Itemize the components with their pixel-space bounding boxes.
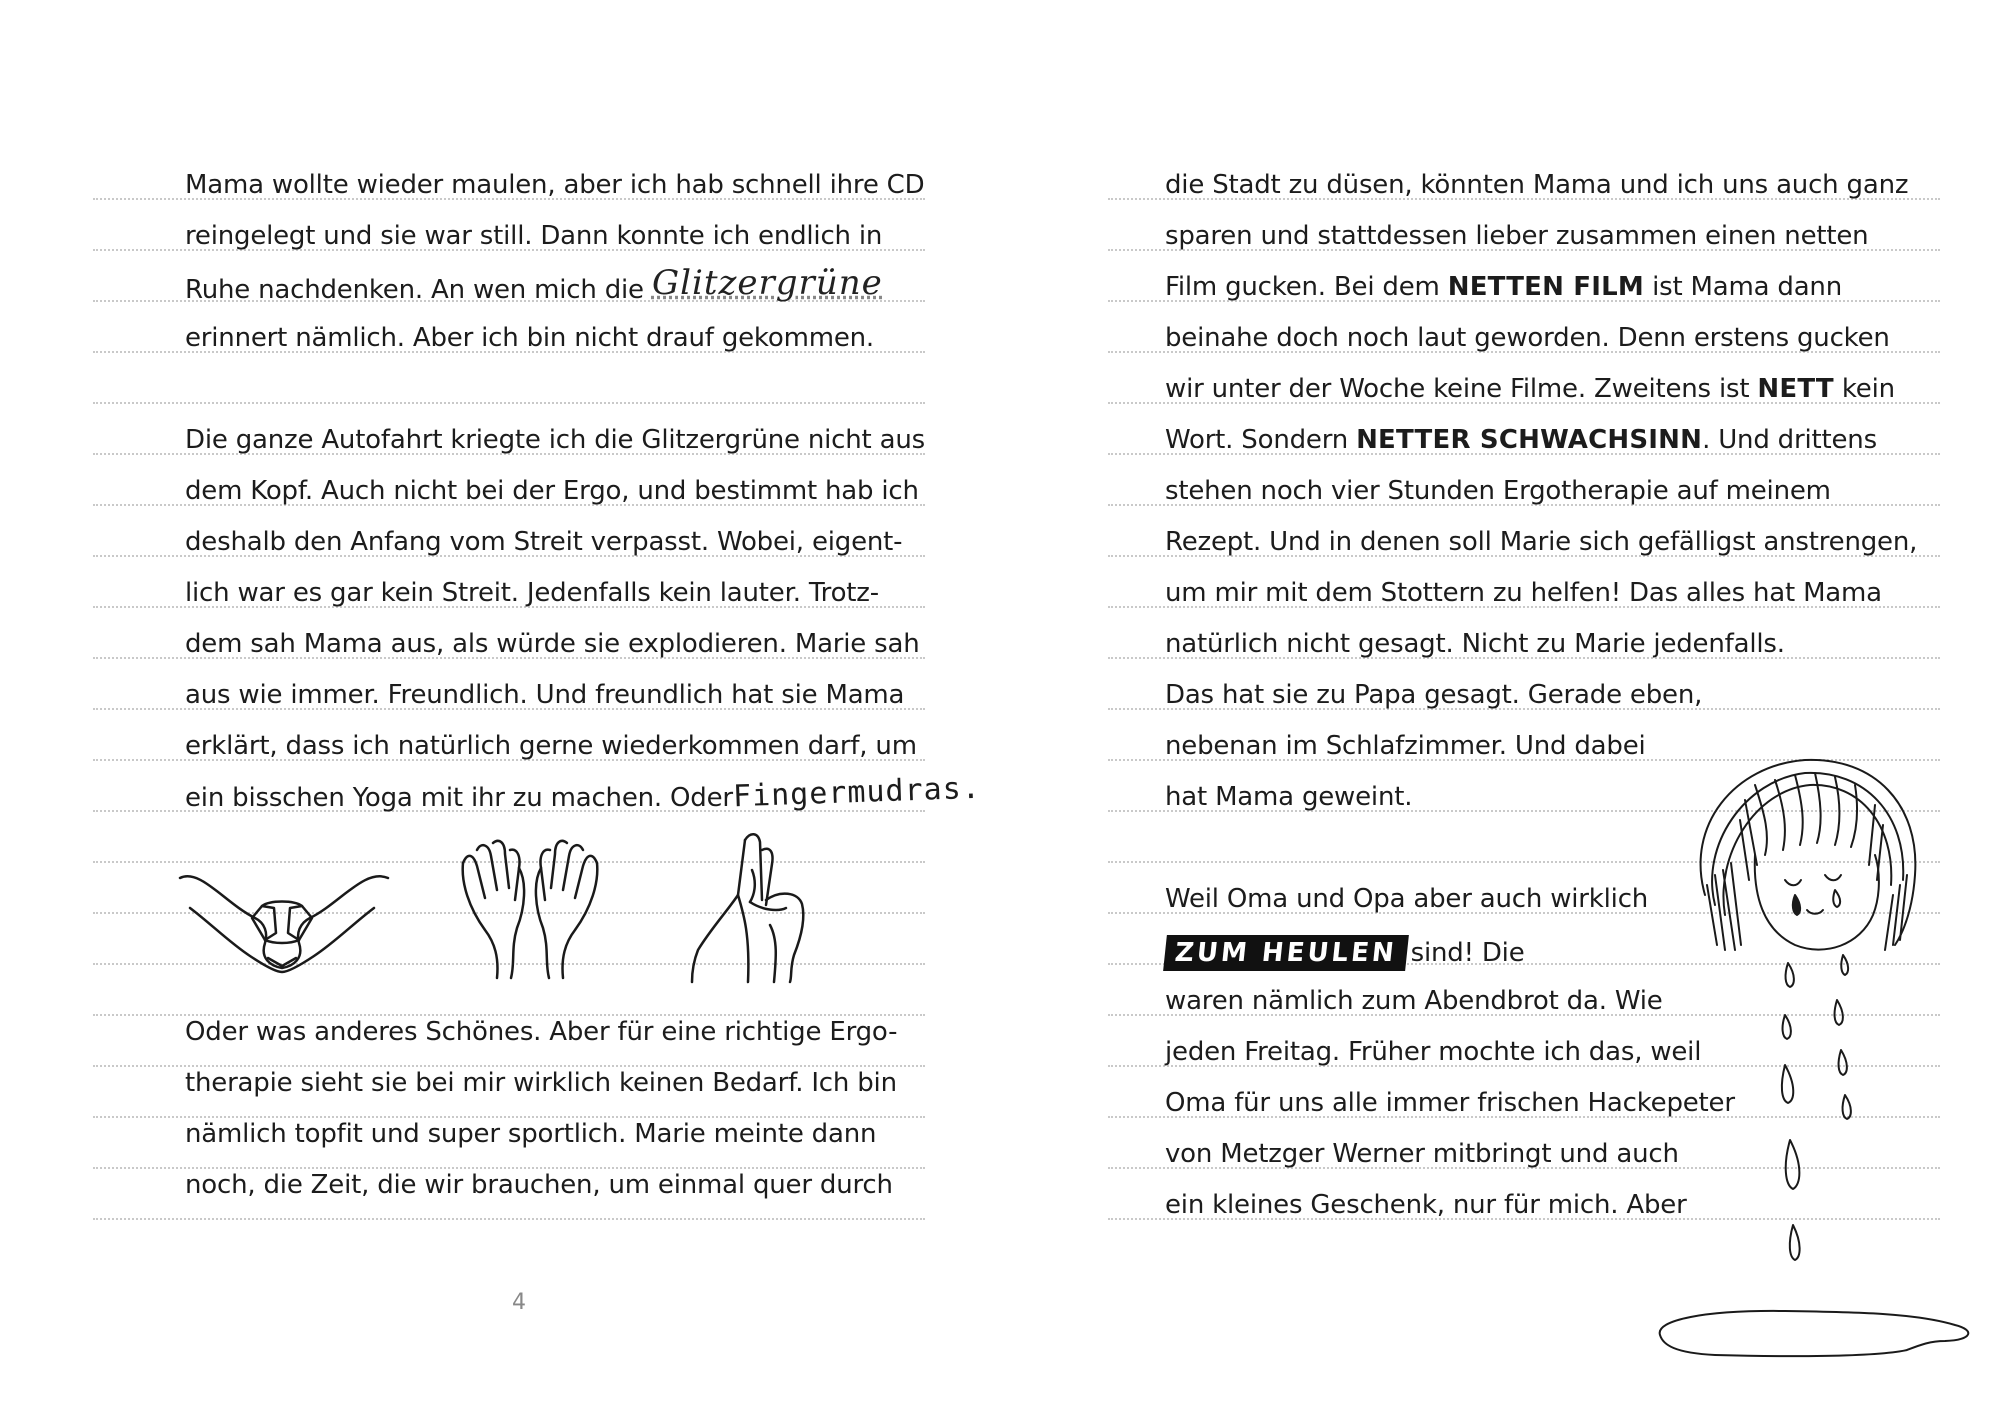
- text-line: jeden Freitag. Früher mochte ich das, weil: [1165, 1037, 1702, 1067]
- text-fragment: sind! Die: [1410, 938, 1525, 968]
- emphasis-nett: NETT: [1757, 374, 1834, 404]
- text-line: lich war es gar kein Streit. Jedenfalls kein lauter. Trotz-: [185, 578, 879, 608]
- glitzergruene-word: Glitzergrüne: [651, 263, 883, 303]
- text-line: Oder was anderes Schönes. Aber für eine richtige Ergo-: [185, 1017, 898, 1047]
- ruled-line: [93, 402, 925, 404]
- mudra-hands-2-illustration: [455, 838, 605, 983]
- ruled-line: [93, 1065, 925, 1067]
- text-line: natürlich nicht gesagt. Nicht zu Marie jedenfalls.: [1165, 629, 1785, 659]
- text-fragment: . Und drittens: [1702, 425, 1877, 455]
- text-line: hat Mama geweint.: [1165, 782, 1413, 812]
- text-fragment: Film gucken. Bei dem: [1165, 272, 1440, 302]
- text-line: beinahe doch noch laut geworden. Denn erstens gucken: [1165, 323, 1890, 353]
- text-line: [185, 263, 883, 305]
- text-line: sparen und stattdessen lieber zusammen einen netten: [1165, 221, 1869, 251]
- text-line: Mama wollte wieder maulen, aber ich hab schnell ihre CD: [185, 170, 925, 200]
- text-line: erinnert nämlich. Aber ich bin nicht drauf gekommen.: [185, 323, 874, 353]
- text-fragment: Ruhe nachdenken. An wen mich die: [185, 275, 644, 305]
- text-fragment: kein: [1841, 374, 1895, 404]
- ruled-line: [93, 1218, 925, 1220]
- text-line: [1165, 374, 1895, 404]
- text-line: [1165, 935, 1525, 971]
- right-page: [1000, 0, 2000, 1419]
- text-line: Weil Oma und Opa aber auch wirklich: [1165, 884, 1649, 914]
- emphasis-netter-schwachsinn: NETTER SCHWACHSINN: [1356, 425, 1703, 455]
- text-line: aus wie immer. Freundlich. Und freundlich hat sie Mama: [185, 680, 905, 710]
- emphasis-netten-film: NETTEN FILM: [1447, 272, 1644, 302]
- mudra-hands-3-illustration: [690, 830, 820, 985]
- crying-girl-illustration: [1645, 745, 1995, 1365]
- text-line: reingelegt und sie war still. Dann konnte ich endlich in: [185, 221, 883, 251]
- ruled-line: [93, 1014, 925, 1016]
- text-line: noch, die Zeit, die wir brauchen, um einmal quer durch: [185, 1170, 893, 1200]
- text-line: therapie sieht sie bei mir wirklich keinen Bedarf. Ich bin: [185, 1068, 897, 1098]
- mudra-hands-1-illustration: [170, 848, 400, 978]
- text-line: Die ganze Autofahrt kriegte ich die Glitzergrüne nicht aus: [185, 425, 925, 455]
- text-line: deshalb den Anfang vom Streit verpasst. Wobei, eigent-: [185, 527, 903, 557]
- text-fragment: wir unter der Woche keine Filme. Zweitens ist: [1165, 374, 1750, 404]
- text-line: waren nämlich zum Abendbrot da. Wie: [1165, 986, 1663, 1016]
- text-line: um mir mit dem Stottern zu helfen! Das alles hat Mama: [1165, 578, 1882, 608]
- text-line: dem sah Mama aus, als würde sie explodieren. Marie sah: [185, 629, 920, 659]
- page-number: 4: [512, 1290, 526, 1315]
- text-line: Rezept. Und in denen soll Marie sich gefälligst anstrengen,: [1165, 527, 1918, 557]
- text-fragment: ist Mama dann: [1652, 272, 1842, 302]
- text-line: ein kleines Geschenk, nur für mich. Aber: [1165, 1190, 1687, 1220]
- text-line: von Metzger Werner mitbringt und auch: [1165, 1139, 1679, 1169]
- text-line: [185, 770, 982, 815]
- text-line: Oma für uns alle immer frischen Hackepeter: [1165, 1088, 1735, 1118]
- text-line: [1165, 425, 1877, 455]
- text-line: stehen noch vier Stunden Ergotherapie auf meinem: [1165, 476, 1831, 506]
- text-line: dem Kopf. Auch nicht bei der Ergo, und bestimmt hab ich: [185, 476, 919, 506]
- text-line: erklärt, dass ich natürlich gerne wiederkommen darf, um: [185, 731, 917, 761]
- text-fragment: Wort. Sondern: [1165, 425, 1349, 455]
- zum-heulen-banner: ZUM HEULEN: [1163, 935, 1408, 971]
- text-line: [1165, 272, 1842, 302]
- ruled-line: [93, 1116, 925, 1118]
- text-line: die Stadt zu düsen, könnten Mama und ich uns auch ganz: [1165, 170, 1909, 200]
- text-line: nebenan im Schlafzimmer. Und dabei: [1165, 731, 1646, 761]
- text-fragment: ein bisschen Yoga mit ihr zu machen. Oder: [185, 783, 733, 813]
- text-line: Das hat sie zu Papa gesagt. Gerade eben,: [1165, 680, 1703, 710]
- fingermudras-word: Fingermudras.: [732, 770, 982, 815]
- text-line: nämlich topfit und super sportlich. Marie meinte dann: [185, 1119, 877, 1149]
- ruled-line: [93, 1167, 925, 1169]
